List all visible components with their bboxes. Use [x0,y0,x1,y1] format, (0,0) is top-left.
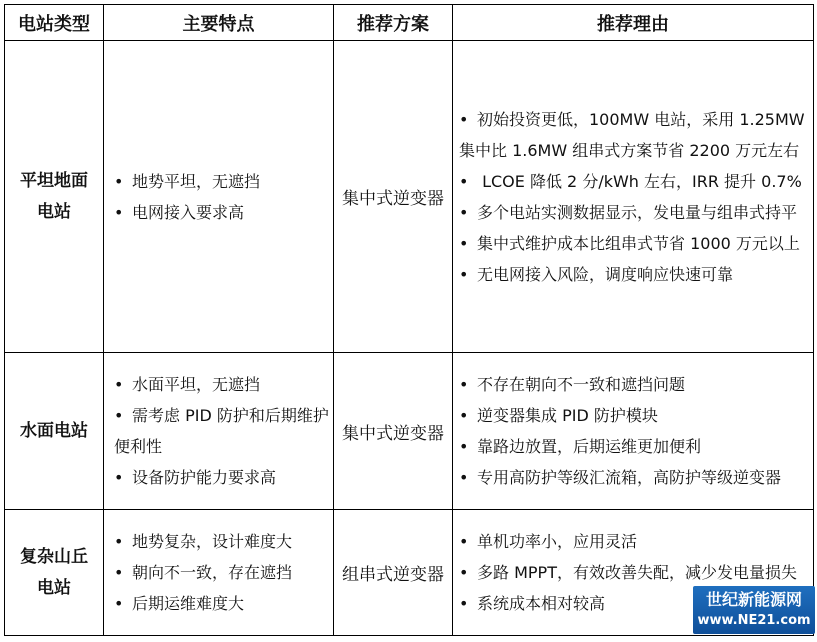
list-item [459,400,807,431]
feature-text: 水面平坦，无遮挡 [132,375,261,394]
list-item [114,588,329,619]
list-item [114,369,329,400]
list-item [459,369,807,400]
bullet-glyph: • [459,406,469,425]
features-cell [104,510,334,636]
bullet-glyph: • [459,109,469,129]
reason-text: 集中式维护成本比组串式节省 1000 万元以上 [477,233,800,253]
watermark-logo [693,586,815,634]
bullet-glyph: • [114,594,124,613]
bullet-glyph: • [114,375,124,394]
reason-text: 初始投资更低，100MW 电站，采用 1.25MW 集中比 1.6MW 组串式方案节省 2200 万元左右 [459,109,805,160]
bullet-glyph: • [459,233,469,253]
reason-text: 单机功率小，应用灵活 [477,532,638,551]
list-item [459,197,807,228]
station-type-cell [5,41,104,353]
reason-text: 系统成本相对较高 [477,594,606,613]
list-item [459,104,807,166]
station-type-line: 平坦地面 [20,170,88,191]
bullet-glyph: • [459,468,469,487]
station-type-line: 水面电站 [20,420,88,441]
reason-text: 专用高防护等级汇流箱，高防护等级逆变器 [477,468,782,487]
list-item [114,197,329,228]
reason-text: 靠路边放置，后期运维更加便利 [477,437,702,456]
features-cell [104,41,334,353]
reasons-cell [453,41,814,353]
features-cell [104,353,334,510]
header-features: 主要特点 [104,5,334,41]
bullet-glyph: • [459,437,469,456]
list-item [459,228,807,259]
feature-text: 设备防护能力要求高 [132,468,277,487]
list-item [459,259,807,290]
station-type-cell [5,353,104,510]
list-item [459,431,807,462]
feature-text: 朝向不一致，存在遮挡 [132,563,293,582]
bullet-glyph: • [459,532,469,551]
list-item [114,166,329,197]
header-row [5,5,814,41]
feature-text: 地势平坦，无遮挡 [132,171,261,191]
list-item [114,526,329,557]
recommendation-table [4,4,814,636]
header-scheme: 推荐方案 [334,5,453,41]
bullet-glyph: • [114,171,124,191]
list-item [114,462,329,493]
watermark-title: 世纪新能源网 [705,590,802,609]
list-item [459,462,807,493]
table-row [5,353,814,510]
list-item [459,166,807,197]
station-type-cell [5,510,104,636]
feature-text: 地势复杂，设计难度大 [132,532,293,551]
bullet-glyph: • [114,202,124,222]
bullet-glyph: • [459,264,469,284]
bullet-glyph: • [114,563,124,582]
bullet-glyph: • [114,532,124,551]
list-item [114,400,329,462]
table-row [5,41,814,353]
scheme-cell: 集中式逆变器 [334,353,453,510]
watermark-url: www.NE21.com [697,613,811,628]
reason-text: 多路 MPPT，有效改善失配，减少发电量损失 [477,563,797,582]
bullet-glyph: • [459,202,469,222]
reasons-cell [453,353,814,510]
bullet-glyph: • [459,171,469,191]
reason-text: LCOE 降低 2 分/kWh 左右，IRR 提升 0.7% [477,171,802,191]
bullet-glyph: • [114,406,124,425]
station-type-line: 复杂山丘 [20,546,88,567]
bullet-glyph: • [459,375,469,394]
feature-text: 电网接入要求高 [132,202,245,222]
list-item [114,557,329,588]
list-item [459,557,807,588]
scheme-cell: 集中式逆变器 [334,41,453,353]
bullet-glyph: • [459,563,469,582]
header-reasons: 推荐理由 [453,5,814,41]
station-type-line: 电站 [37,577,71,598]
scheme-cell: 组串式逆变器 [334,510,453,636]
reason-text: 逆变器集成 PID 防护模块 [477,406,658,425]
list-item [459,526,807,557]
station-type-line: 电站 [37,201,71,222]
reason-text: 多个电站实测数据显示，发电量与组串式持平 [477,202,798,222]
bullet-glyph: • [459,594,469,613]
feature-text: 后期运维难度大 [132,594,245,613]
feature-text: 需考虑 PID 防护和后期维护便利性 [114,406,329,456]
bullet-glyph: • [114,468,124,487]
reason-text: 无电网接入风险，调度响应快速可靠 [477,264,734,284]
header-station-type: 电站类型 [5,5,104,41]
reason-text: 不存在朝向不一致和遮挡问题 [477,375,686,394]
